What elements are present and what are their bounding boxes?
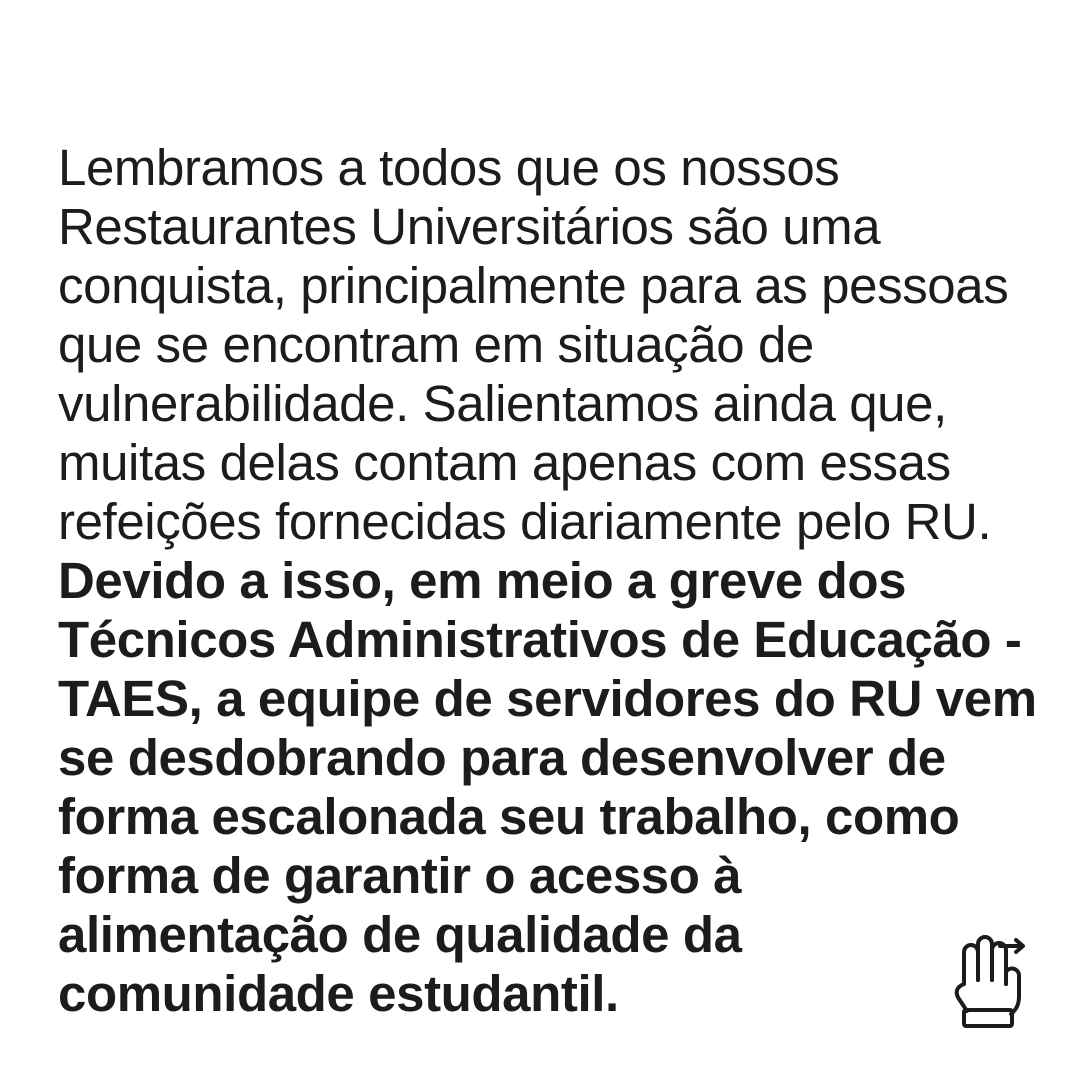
paragraph-intro: Lembramos a todos que os nossos Restaurantes Universitários são uma conquista, principalmente para as pessoas que se encontram em situação de vulnerabilidade. Salientamos ainda que, muitas delas contam apenas com essas refeições fornecidas diariamente pelo RU.: [58, 139, 1009, 550]
paragraph-highlight: Devido a isso, em meio a greve dos Técnicos Administrativos de Educação - TAES, a equipe de servidores do RU vem se desdobrando para desenvolver de forma escalonada seu trabalho, como forma de garantir o acesso à alimentação de qualidade da comunidade estudantil.: [58, 552, 1037, 1022]
post-text-block: [58, 138, 1040, 1023]
swipe-right-hand-icon[interactable]: [942, 928, 1034, 1032]
